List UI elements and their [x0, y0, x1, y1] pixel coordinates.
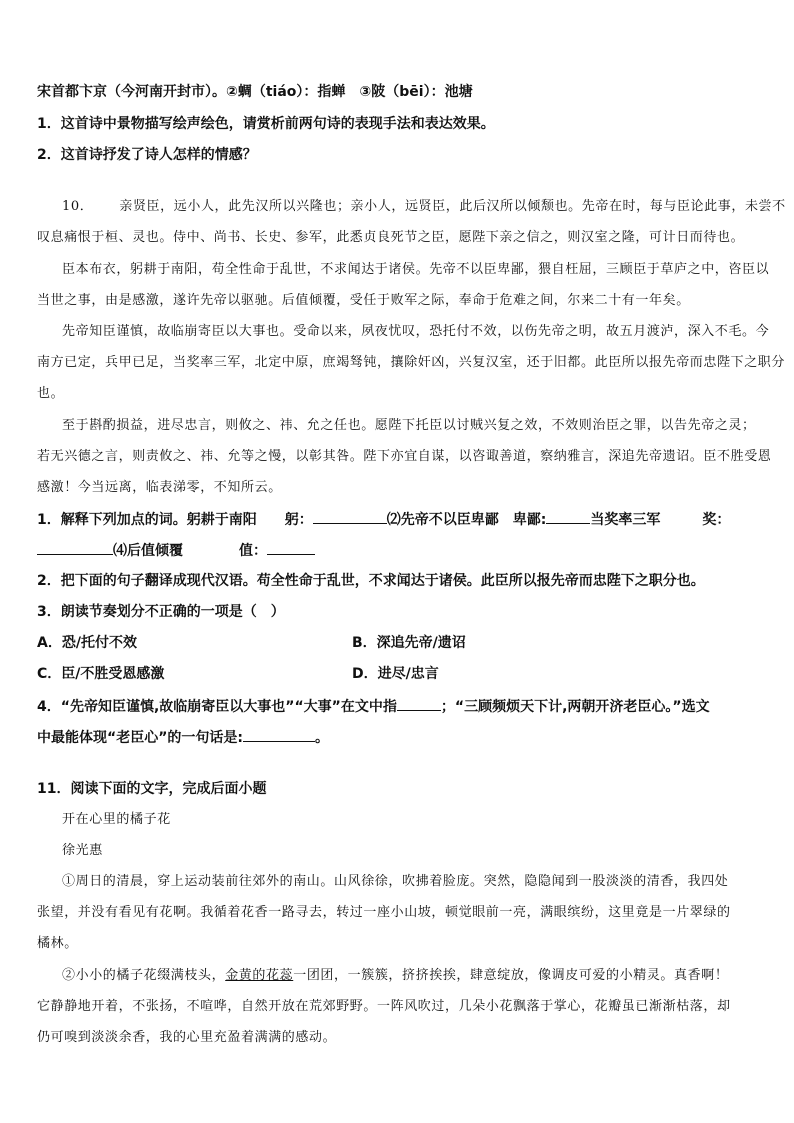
answer-blank-jiang[interactable] — [37, 540, 113, 555]
q10-p3-line3: 也。 — [37, 386, 65, 401]
q11-p1-line1: ①周日的清晨，穿上运动装前往郊外的南山。山风徐徐，吹拂着脸庞。突然，隐隐闻到一股淡淡的清香，我四处 — [62, 874, 729, 889]
q11-p1-line3: 橘林。 — [37, 936, 78, 951]
q11-author: 徐光惠 — [62, 843, 103, 858]
q10-p4-line1: 至于斟酌损益，进尽忠言，则攸之、祎、允之任也。愿陛下托臣以讨贼兴复之效，不效则治臣之罪，以告先帝之灵； — [62, 418, 756, 433]
answer-blank-beibi[interactable] — [546, 509, 590, 524]
q11-p2-line2: 它静静地开着，不张扬，不喧哗，自然开放在荒郊野野。一阵风吹过，几朵小花飘落于掌心，花瓣虽已渐渐枯落，却 — [37, 999, 731, 1014]
q11-p2-line1: ②小小的橘子花缀满枝头，金黄的花蕊一团团，一簇簇，挤挤挨挨，肆意绽放，像调皮可爱的小精灵。真香啊！ — [62, 968, 729, 983]
q10-sub3: 3．朗读节奏划分不正确的一项是（ ） — [37, 604, 285, 620]
q10-p1-line2: 叹息痛恨于桓、灵也。侍中、尚书、长史、参军，此悉贞良死节之臣，愿陛下亲之信之，则汉室之隆，可计日而待也。 — [37, 230, 745, 245]
footnote-line: 宋首都卞京（今河南开封市）。②蜩（tiáo）：指蝉 ③陂（bēi）：池塘 — [37, 84, 473, 100]
q11-title: 开在心里的橘子花 — [62, 812, 171, 827]
q10-p4-line3: 感激！今当远离，临表涕零，不知所云。 — [37, 480, 282, 495]
q10-sub4-line1: 4．“先帝知臣谨慎,故临崩寄臣以大事也”“大事”在文中指 ；“三顾频烦天下计,两朝开济老臣心。”选文 — [37, 696, 766, 717]
q10-p4-line2: 若无兴德之言，则责攸之、祎、允等之慢，以彰其咎。陛下亦宜自谋，以咨诹善道，察纳雅言，深追先帝遗诏。臣不胜受恩 — [37, 449, 772, 464]
answer-blank-gong[interactable] — [313, 509, 387, 524]
option-row-2 — [37, 664, 766, 684]
q10-passage-line — [62, 197, 786, 217]
option-row-1 — [37, 633, 766, 653]
q10-sub4-line2: 中最能体现“老臣心”的一句话是: 。 — [37, 727, 766, 748]
q10-p1-line1: 亲贤臣，远小人，此先汉所以兴隆也；亲小人，远贤臣，此后汉所以倾颓也。先帝在时，每与臣论此事，未尝不 — [119, 199, 786, 214]
answer-blank-zhi[interactable] — [267, 540, 315, 555]
q11-p2-line3: 仍可嗅到淡淡余香，我的心里充盈着满满的感动。 — [37, 1030, 337, 1045]
option-d[interactable]: D．进尽/忠言 — [352, 666, 439, 682]
option-b[interactable]: B．深追先帝/遗诏 — [352, 635, 466, 651]
answer-blank-dashi[interactable] — [397, 696, 441, 711]
answer-blank-laochenxin[interactable] — [243, 727, 315, 742]
underlined-phrase: 金黄的花蕊 — [225, 968, 294, 983]
q10-sub2: 2．把下面的句子翻译成现代汉语。苟全性命于乱世，不求闻达于诸侯。此臣所以报先帝而忠陛下之职分也。 — [37, 573, 705, 589]
q11-p1-line2: 张望，并没有看见有花啊。我循着花香一路寻去，转过一座小山坡，顿觉眼前一亮，满眼缤纷，这里竟是一片翠绿的 — [37, 905, 731, 920]
q10-p2-line2: 当世之事，由是感激，遂许先帝以驱驰。后值倾覆，受任于败军之际，奉命于危难之间，尔来二十有一年矣。 — [37, 293, 690, 308]
q10-p2-line1: 臣本布衣，躬耕于南阳，苟全性命于乱世，不求闻达于诸侯。先帝不以臣卑鄙，猥自枉屈，三顾臣于草庐之中，咨臣以 — [62, 262, 770, 277]
q11-heading: 11．阅读下面的文字，完成后面小题 — [37, 781, 267, 797]
poem-question-2: 2．这首诗抒发了诗人怎样的情感？ — [37, 147, 257, 163]
q10-sub1-line2: ⑷后值倾覆 值： — [37, 540, 766, 561]
poem-question-1: 1．这首诗中景物描写绘声绘色，请赏析前两句诗的表现手法和表达效果。 — [37, 116, 495, 132]
q10-number: 10． — [62, 199, 94, 214]
option-a[interactable]: A．恐/托付不效 — [37, 635, 137, 651]
q10-p3-line1: 先帝知臣谨慎，故临崩寄臣以大事也。受命以来，夙夜忧叹，恐托付不效，以伤先帝之明，故五月渡泸，深入不毛。今 — [62, 324, 770, 339]
q10-sub1-line1: 1．解释下列加点的词。躬耕于南阳 躬： ⑵先帝不以臣卑鄙 卑鄙: 当奖率三军 奖： — [37, 509, 766, 530]
option-c[interactable]: C．臣/不胜受恩感激 — [37, 666, 165, 682]
q10-p3-line2: 南方已定，兵甲已足，当奖率三军，北定中原，庶竭驽钝，攘除奸凶，兴复汉室，还于旧都。此臣所以报先帝而忠陛下之职分 — [37, 355, 786, 370]
